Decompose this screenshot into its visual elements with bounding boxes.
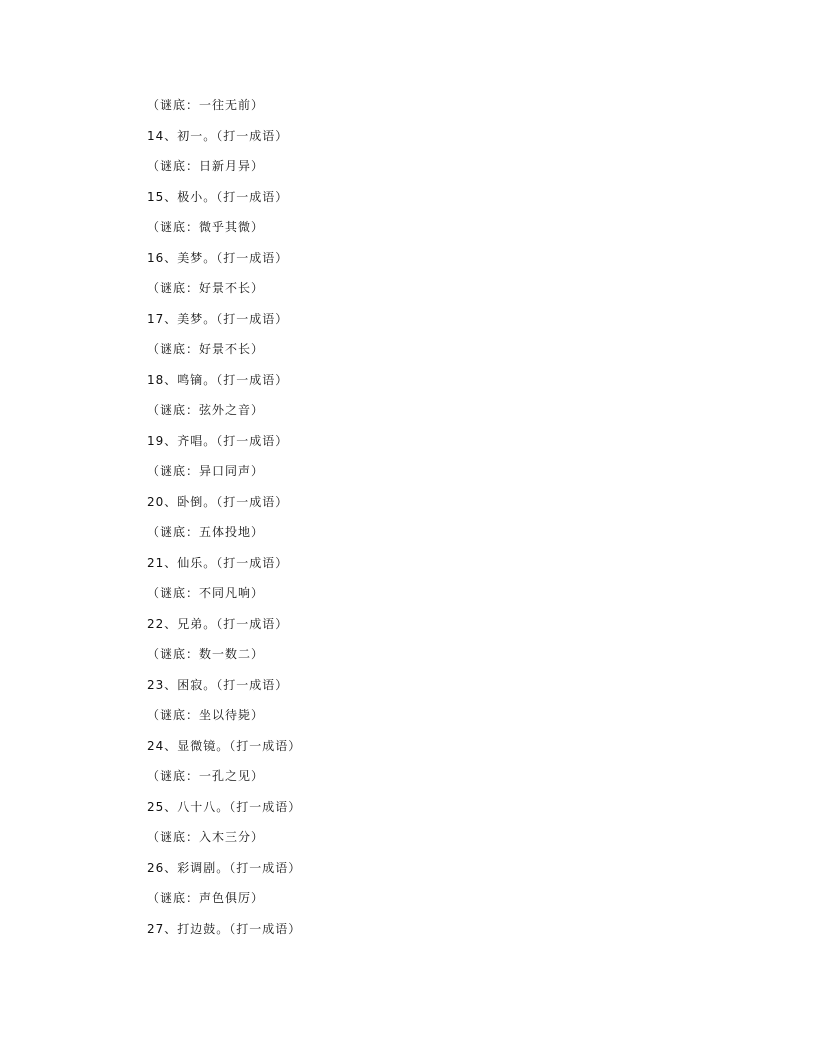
riddle-line: 16、美梦。（打一成语） <box>147 250 289 265</box>
answer-line: （谜底：一往无前） <box>147 98 265 112</box>
answer-line: （谜底：微乎其微） <box>147 220 265 234</box>
riddle-line: 22、兄弟。（打一成语） <box>147 616 289 631</box>
riddle-line: 19、齐唱。（打一成语） <box>147 433 289 448</box>
answer-line: （谜底：好景不长） <box>147 281 265 295</box>
answer-line: （谜底：日新月异） <box>147 159 265 173</box>
riddle-line: 27、打边鼓。（打一成语） <box>147 921 302 936</box>
answer-line: （谜底：一孔之见） <box>147 769 265 783</box>
answer-line: （谜底：五体投地） <box>147 525 265 539</box>
riddle-line: 26、彩调剧。（打一成语） <box>147 860 302 875</box>
riddle-line: 18、鸣镝。（打一成语） <box>147 372 289 387</box>
answer-line: （谜底：入木三分） <box>147 830 265 844</box>
answer-line: （谜底：声色俱厉） <box>147 891 265 905</box>
riddle-line: 17、美梦。（打一成语） <box>147 311 289 326</box>
answer-line: （谜底：弦外之音） <box>147 403 265 417</box>
riddle-list <box>147 94 301 948</box>
answer-line: （谜底：好景不长） <box>147 342 265 356</box>
answer-line: （谜底：坐以待毙） <box>147 708 265 722</box>
riddle-line: 25、八十八。（打一成语） <box>147 799 302 814</box>
riddle-line: 14、初一。（打一成语） <box>147 128 289 143</box>
riddle-line: 24、显微镜。（打一成语） <box>147 738 302 753</box>
answer-line: （谜底：异口同声） <box>147 464 265 478</box>
riddle-line: 20、卧倒。（打一成语） <box>147 494 289 509</box>
answer-line: （谜底：数一数二） <box>147 647 265 661</box>
riddle-line: 23、困寂。（打一成语） <box>147 677 289 692</box>
riddle-line: 15、极小。（打一成语） <box>147 189 289 204</box>
answer-line: （谜底：不同凡响） <box>147 586 265 600</box>
riddle-line: 21、仙乐。（打一成语） <box>147 555 289 570</box>
